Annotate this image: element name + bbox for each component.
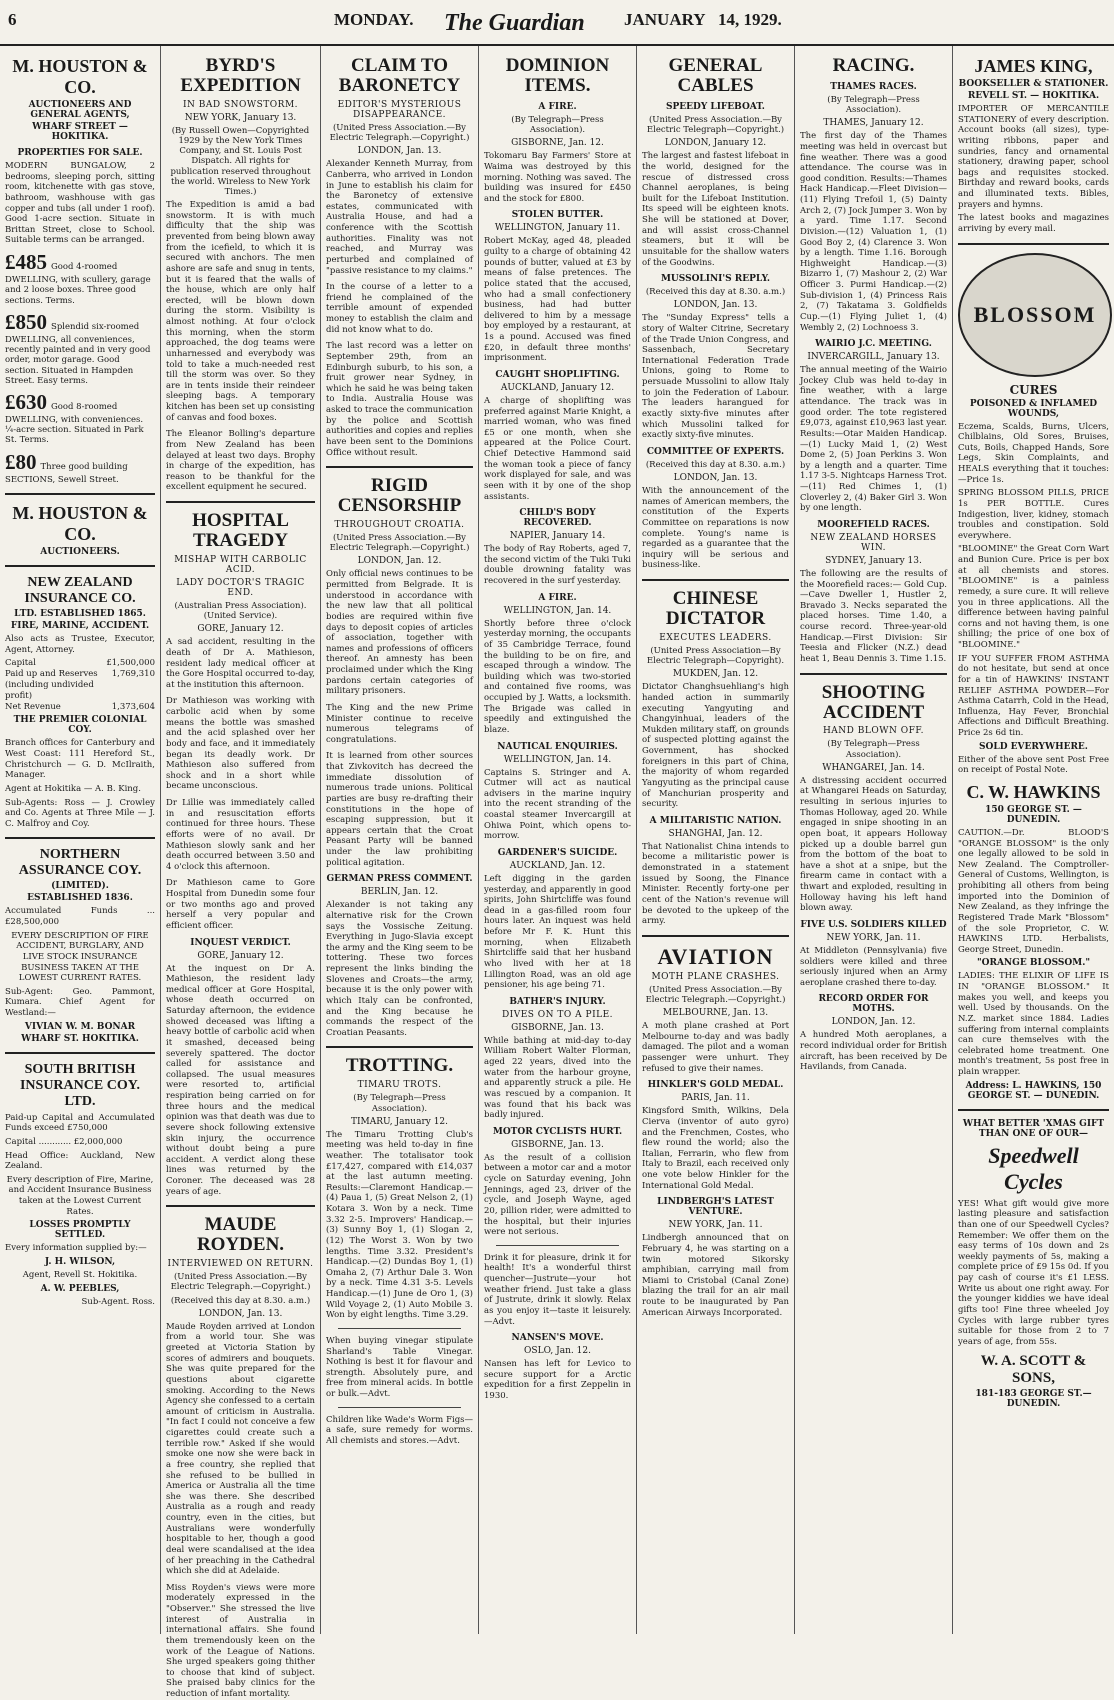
masthead-day: MONDAY.: [334, 10, 414, 29]
article-baronetcy-paragraph: The last record was a letter on September 29th, from an Edinburgh suburb, to his son, a fruit grower near Sydney, in which he said he was being taken to India. Australia House was asked to trace the communication by the police and Scottish authorities and copies and replies have been sent to the Dominions Office without result.: [326, 341, 473, 458]
label: Net Revenue: [5, 702, 61, 713]
divider: [5, 565, 155, 567]
value: 1,373,604: [111, 702, 155, 713]
king-address: REVELL ST. — HOKITIKA.: [967, 91, 1100, 101]
dateline-shooting: WHANGAREI, Jan. 14.: [822, 762, 925, 773]
article-maude-paragraph: Maude Royden arrived at London from a world tour. She was greeted at Victoria Station by scores of admirers and bouquets. She was quite prepared for the questions about cigarette smoking. According to the News Agency she confessed to a certain amount of criticism in Australia. "In fact I could not conceive a few cigarettes could create such a terrible row." Asked if she would smoke one now she were back in a free country, she replied that she refused to be bullied in America or Australia all the time she was there. She described Australia as a rough and ready country, even in the cities, but Australians were wonderfully hospitable to her, though a good deal were scandalised at the idea of her preaching in the Cathedral which she did at Adelaide.: [166, 1321, 315, 1577]
dateline-fire: GISBORNE, Jan. 12.: [511, 138, 604, 149]
credit-censorship: (United Press Association.—By Electric Telegraph.—Copyright.): [329, 533, 470, 554]
dateline-child-body: NAPIER, January 14.: [509, 531, 606, 542]
dateline-trotting: TIMARU, January 12.: [350, 1116, 449, 1127]
subhead-child-body: CHILD'S BODY RECOVERED.: [519, 508, 596, 529]
article-militaristic: That Nationalist China intends to become a militaristic power is demonstrated in a statement issued by Soong, the Finance Minister. Recently forty-one per cent of the Nation's revenue will be devoted to the upkeep of the army.: [642, 841, 789, 927]
northern-title: NORTHERN ASSURANCE COY.: [18, 847, 142, 879]
south-british-agent: J. H. WILSON,: [44, 1256, 116, 1267]
dateline-nz-horses: SYDNEY, January 13.: [825, 555, 922, 566]
nz-premier: THE PREMIER COLONIAL COY.: [13, 715, 147, 736]
advert-vinegar: When buying vinegar stipulate Sharland's Table Vinegar. Nothing is best it for flavour and strength. Absolutely pure, and free from mineral acids. In bottle or bulk.—Advt.: [326, 1335, 473, 1400]
credit-trotting: (By Telegraph—Press Association).: [353, 1093, 446, 1114]
article-censorship-paragraph: The King and the new Prime Minister continue to receive numerous telegrams of congratulations.: [326, 702, 473, 745]
divider: [642, 579, 789, 581]
article-german: Alexander is not taking any alternative risk for the Crown says the Vossische Zeitung. Everything in Jugo-Slavia except the army and the King seem to be tottering. These two forces represent the links binding the Slovenes and Croats—the army, because it is the only power with which Italy can be confronted, and the King because he commands the respect of the Croatian Peasants.: [326, 900, 473, 1038]
dateline-lifeboat: LONDON, January 12.: [664, 138, 767, 149]
value: 1,769,310: [111, 669, 155, 680]
nz-capital-row: [5, 658, 155, 669]
column-news-3: [321, 50, 478, 1630]
nz-insurance-trustee: Also acts as Trustee, Executor, Agent, Attorney.: [5, 634, 155, 655]
houston-subtitle-2: AUCTIONEERS.: [40, 547, 120, 557]
orange-blossom-heading: "ORANGE BLOSSOM.": [976, 958, 1091, 969]
column-news-5: [637, 50, 794, 1630]
subhead-experts: COMMITTEE OF EXPERTS.: [646, 446, 785, 457]
article-baronetcy-paragraph: In the course of a letter to a friend he complained of the terrible amount of expended money to establish the claim and did not know what to do.: [326, 282, 473, 335]
asthma-ad: IF YOU SUFFER FROM ASTHMA do not hesitate, but send at once for a tin of HAWKINS' INSTANT RELIEF ASTHMA POWDER—For Asthma Catarrh, Cold in the Head, Influenza, Hay Fever, Bronchial Affections and Difficult Breathing. Price 2s 6d tin.: [958, 653, 1109, 738]
property-listing: [5, 390, 155, 446]
subhead-hospital: MISHAP WITH CARBOLIC ACID.: [174, 554, 307, 575]
dateline-butter: WELLINGTON, January 11.: [494, 223, 621, 234]
divider: [800, 673, 947, 675]
property-listing: [5, 310, 155, 386]
divider: [326, 1046, 473, 1048]
article-inquest: At the inquest on Dr A. Mathieson, the resident lady medical officer at Gore Hospital, whose death occurred on Saturday afternoon, the evidence showed deceased was lifting a heavy bottle of carbolic acid when it smashed, deceased being severely spattered. The doctor called for assistance and collapsed. The usual measures were resorted to, artificial respiration being carried on for three hours and the medical opinion was that death was due to severe shock following extensive skin injury, the occurrence without doubt being a pure accident. A verdict along these lines was returned by the Coroner. The deceased was 28 years of age.: [166, 963, 315, 1197]
subhead-militaristic: A MILITARISTIC NATION.: [649, 815, 782, 826]
south-british-info: Every information supplied by:—: [5, 1243, 147, 1254]
nz-branch: Branch offices for Canterbury and West Coast: 111 Hereford St., Christchurch — G. D. McIlraith, Manager.: [5, 738, 155, 781]
divider: [958, 243, 1109, 245]
northern-description: EVERY DESCRIPTION OF FIRE ACCIDENT, BURGLARY, AND LIVE STOCK INSURANCE BUSINESS TAKEN AT THE LOWEST CURRENT RATES.: [11, 930, 149, 984]
south-british-paidup: Paid-up Capital and Accumulated Funds exceed £750,000: [5, 1112, 155, 1134]
masthead-date: 14, 1929.: [718, 10, 782, 29]
headline-aviation: AVIATION: [657, 943, 774, 969]
headline-dominion: DOMINION ITEMS.: [505, 55, 610, 96]
divider: [496, 1245, 619, 1246]
credit-thames: (By Telegraph—Press Association).: [827, 94, 920, 116]
article-censorship-paragraph: Only official news continues to be permitted from Belgrade. It is understood in accordance with the new law that all political bodies are required within five days to deposit copies of articles of association, together with names and professions of officers thereof. An amnesty has been proclaimed under which the King pardons certain categories of military prisoners.: [326, 569, 473, 697]
dateline-maude: LONDON, Jan. 13.: [198, 1308, 283, 1319]
article-byrd-paragraph: The Eleanor Bolling's departure from New Zealand has been delayed at least two days. Brophy in charge of the expedition, has reason to be thankful for the excellent equipment he secured.: [166, 429, 315, 493]
divider: [5, 493, 155, 495]
column-news-4: [479, 50, 636, 1630]
subhead-hinkler: HINKLER'S GOLD MEDAL.: [647, 1080, 784, 1091]
article-mussolini: The "Sunday Express" tells a story of Walter Citrine, Secretary of the Trade Union Congress, and Sassenbach, Secretary International Federation Trade Unions, going to Rome to persuade Mussolini to allow Italy to join the Federation of Labour. The leaders harangued for exactly sixty-five minutes after which Mussolini talked for exactly sixty-five minutes.: [642, 313, 789, 441]
divider: [5, 837, 155, 839]
received-maude: (Received this day at 8.30. a.m.): [170, 1295, 311, 1306]
blossom-list: Eczema, Scalds, Burns, Ulcers, Chilblains, Old Sores, Bruises, Cuts, Boils, Chapped Hands, Sore Legs, Skin Complaints, and HEALS everything that it touches:—Price 1s.: [958, 421, 1109, 485]
article-shooting: A distressing accident occurred at Whangarei Heads on Saturday, resulting in serious injuries to Thomas Holloway, aged 20. While engaged in snipe shooting in an open boat, it appears Holloway picked up a double barrel gun from the bottom of the boat to have a shot at a snipe, but the firearm came in contact with a thwart and exploded, resulting in Holloway having his left hand blown away.: [800, 775, 947, 914]
dateline-motor: GISBORNE, Jan. 13.: [511, 1139, 604, 1150]
south-british-description: Every description of Fire, Marine, and Accident Insurance Business taken at the Lowest Current Rates.: [6, 1174, 154, 1217]
subhead-lifeboat: SPEEDY LIFEBOAT.: [666, 101, 765, 112]
divider: [5, 1052, 155, 1054]
nz-paidup-row: [5, 669, 155, 702]
dateline-censorship: LONDON, Jan. 12.: [357, 556, 442, 567]
subhead-wairio: WAIRIO J.C. MEETING.: [815, 339, 932, 350]
subhead-mussolini: MUSSOLINI'S REPLY.: [660, 274, 771, 285]
dateline-chinese: MUKDEN, Jan. 12.: [672, 669, 759, 680]
blossom-wounds: POISONED & INFLAMED WOUNDS,: [969, 398, 1098, 419]
headline-byrd: BYRD'S EXPEDITION: [180, 55, 301, 96]
nz-agent: Agent at Hokitika — A. B. King.: [5, 783, 141, 794]
subhead-shoplifting: CAUGHT SHOPLIFTING.: [495, 369, 620, 380]
article-hinkler: Kingsford Smith, Wilkins, Dela Cierva (inventor of auto gyro) and the Frenchmen, Costes, who flew round the world; also the Italian, Ferrarin, who flew from Italy to Brazil, each received only one vote below Hinkler for the International Gold Medal.: [642, 1106, 789, 1191]
headline-maude: MAUDE ROYDEN.: [196, 1214, 285, 1256]
subhead-trotting: TIMARU TROTS.: [357, 1080, 442, 1091]
subhead-censorship: THROUGHOUT CROATIA.: [334, 520, 465, 530]
subhead-german: GERMAN PRESS COMMENT.: [326, 874, 473, 885]
subhead-soldiers: FIVE U.S. SOLDIERS KILLED: [800, 919, 947, 930]
northern-subagent: Sub-Agent: Geo. Pammont, Kumara. Chief Agent for Westland:—: [5, 986, 155, 1019]
received-mussolini: (Received this day at 8.30. a.m.): [645, 287, 786, 298]
nz-insurance-established: LTD. ESTABLISHED 1865.: [14, 609, 146, 619]
houston-title-2: M. HOUSTON & CO.: [12, 503, 148, 544]
divider: [166, 1205, 315, 1207]
subhead-chinese: EXECUTES LEADERS.: [659, 632, 772, 643]
divider: [642, 935, 789, 937]
subhead-moths-order: RECORD ORDER FOR MOTHS.: [818, 994, 929, 1015]
property-price: £485: [5, 250, 47, 274]
credit-baronetcy: (United Press Association.—By Electric Telegraph.—Copyright.): [329, 122, 470, 144]
article-nansen: Nansen has left for Levico to secure support for a Arctic expedition for a first Zeppelin in 1930.: [484, 1359, 631, 1401]
property-listing: [5, 450, 155, 485]
northern-limited: (LIMITED).: [51, 881, 109, 892]
dateline-wairio: INVERCARGILL, January 13.: [807, 352, 940, 363]
dateline-german: BERLIN, Jan. 12.: [360, 887, 439, 898]
article-hospital-paragraph: Dr Lillie was immediately called in and resuscitation efforts continued for three hours. These efforts were of no avail. Dr Mathieson slowly sank and her death occurred between 3.50 and 4 o'clock this afternoon.: [166, 798, 315, 872]
dateline-hinkler: PARIS, Jan. 11.: [681, 1093, 750, 1104]
property-price: £850: [5, 309, 47, 334]
credit-aviation: (United Press Association.—By Electric Telegraph.—Copyright.): [645, 984, 786, 1006]
article-byrd-paragraph: The Expedition is amid a bad snowstorm. It is with much difficulty that the ship was prevented from being blown away from the icefield, to which it is secured with anchors. The men ashore are safe and snug in tents, but it is feared that the walls of the house, which are only half erected, will be blown down during the storm. Visibility is almost nothing. At four o'clock this morning, when the storm approached, the dog teams were unharnessed and everybody was told to take a much-needed rest till the storm was over. So they are in tents inside their reindeer sleeping bags. A temporary kitchen has been set up consisting of canvas and food boxes.: [166, 200, 315, 423]
subhead-shooting: HAND BLOWN OFF.: [822, 726, 925, 737]
south-british-losses: LOSSES PROMPTLY SETTLED.: [29, 1220, 131, 1241]
ladies-address: Address: L. HAWKINS, 150 GEORGE ST. — DUNEDIN.: [965, 1080, 1102, 1101]
blossom-pills: SPRING BLOSSOM PILLS, PRICE 1s PER BOTTLE. Cures Indigestion, liver, kidney, stomach troubles and constipation. Sold everywhere.: [958, 488, 1109, 541]
divider: [958, 1109, 1109, 1111]
dateline-bather: GISBORNE, Jan. 13.: [511, 1022, 604, 1033]
subhead-byrd: IN BAD SNOWSTORM.: [182, 99, 299, 110]
houston-title: M. HOUSTON & CO.: [12, 56, 148, 97]
northern-agent: VIVIAN W. M. BONAR: [24, 1021, 136, 1032]
south-british-capital: Capital ............ £2,000,000: [5, 1136, 123, 1147]
south-british-agent-address: Agent, Revell St. Hokitika.: [22, 1269, 138, 1280]
article-censorship-paragraph: It is learned from other sources that Zivkovitch has decreed the immediate dissolution of numerous trade unions. Political parties are busy re-drafting their constitutions in the hope of escaping suppression, but it appears certain that the Croat Peasant Party will be banned under the law prohibiting political agitation.: [326, 751, 473, 868]
ladies-ad: LADIES: THE ELIXIR OF LIFE IS IN "ORANGE BLOSSOM." It makes you well, and keeps you well. Used by thousands. On the N.Z. market since 1884. Ladies suffering from internal complaints can cure themselves with the celebrated home treatment. One month's treatment, 5s post free in plain wrapper.: [958, 971, 1109, 1077]
article-hospital-paragraph: Dr Mathieson was working with carbolic acid when by some means the bottle was smashed and the acid splashed over her body and face, and it immediately began its deadly work. Dr Mathieson also suffered from shock and in a short while became unconscious.: [166, 696, 315, 792]
article-fire-2: Shortly before three o'clock yesterday morning, the occupants of 35 Cambridge Terrace, found the building to be on fire, and escaped through a window. The building which was two-storied and contained five rooms, was occupied by J. Watts, a locksmith. The Brigade was called in speedily and extinguished the blaze.: [484, 618, 631, 735]
article-wairio: The annual meeting of the Wairio Jockey Club was held to-day in fine weather, with a large attendance. The track was in good order. The tote registered £9,073, against £10,963 last year. Results:—Otar Maiden Handicap.—(1) Lucky Maid 1, (2) West Dome 2, (5) Joan Perkins 3. Won by a length and a quarter. Time 1.17 3-5. Nightcaps Harness Trot.—(11) Red Chimes 1, (1) Cloverley 2, (4) Baker Girl 3. Won by one length.: [800, 365, 947, 514]
divider: [338, 1407, 461, 1408]
credit-maude: (United Press Association.—By Electric Telegraph.—Copyright.): [170, 1272, 311, 1293]
subhead-motor: MOTOR CYCLISTS HURT.: [492, 1126, 623, 1137]
south-british-title: SOUTH BRITISH INSURANCE COY. LTD.: [19, 1061, 141, 1109]
column-advertisements-1: [0, 50, 160, 1630]
spring-blossom-logo: [958, 253, 1112, 377]
masthead: [0, 0, 1114, 46]
dateline-experts: LONDON, Jan. 13.: [673, 473, 758, 483]
post-free-note: Either of the above sent Post Free on receipt of Postal Note.: [958, 754, 1109, 776]
headline-chinese-dictator: CHINESE DICTATOR: [665, 588, 766, 629]
article-hospital-paragraph: A sad accident, resulting in the death of Dr A. Mathieson, resident lady medical officer at the Gore Hospital occurred to-day, at the institution this afternoon.: [166, 637, 315, 690]
bloomine-ad: "BLOOMINE" the Great Corn Wart and Bunion Cure. Price is per box at all chemists and stores. "BLOOMINE" is a painless remedy, a sure cure. It will relieve you in three applications. All the difference between having painful corns and not having them, is one shilling; the price of one box of "BLOOMINE.": [958, 544, 1109, 650]
dateline-hospital: GORE, January 12.: [197, 624, 284, 635]
credit-shooting: (By Telegraph—Press Association).: [827, 739, 920, 760]
article-shoplifting: A charge of shoplifting was preferred against Marie Knight, a married woman, who was fined £5 or one month, when she appeared at the Police Court. Chief Detective Hammond said the woman took a piece of fancy work displayed for sale, and was seen with it by one of the shop assistants.: [484, 395, 631, 502]
property-description: Three good building SECTIONS, Sewell Street.: [5, 461, 128, 485]
subhead-nz-horses: NEW ZEALAND HORSES WIN.: [810, 532, 937, 553]
advert-justrute: Drink it for pleasure, drink it for health! It's a wonderful thirst quencher—Justrute—your hot weather friend. Just take a glass of Justrute, drink it slowly. Relax as you enjoy it—taste it leisurely.—Advt.: [484, 1252, 631, 1327]
subhead-inquest: INQUEST VERDICT.: [190, 937, 291, 948]
divider: [338, 1328, 461, 1329]
king-latest: The latest books and magazines arriving by every mail.: [958, 213, 1109, 234]
property-description: Good 8-roomed DWELLING, with conveniences. ¼-acre section. Situated in Park St. Terms.: [5, 401, 144, 446]
article-lifeboat: The largest and fastest lifeboat in the world, designed for the rescue of distressed cross Channel aeroplanes, is being built for the Lifeboat Institution. Its speed will be eighteen knots. She will be stationed at Dover, and will assist cross-Channel steamers, but it will be unsuitable for the shallow waters of the Goodwins.: [642, 151, 789, 268]
dateline-shoplifting: AUCKLAND, January 12.: [500, 382, 615, 393]
dateline-gardener: AUCKLAND, Jan. 12.: [509, 860, 606, 871]
headline-shooting: SHOOTING ACCIDENT: [821, 681, 926, 723]
logo-text: BLOSSOM: [973, 301, 1097, 327]
subhead-nautical: NAUTICAL ENQUIRIES.: [497, 741, 618, 752]
northern-address: WHARF ST. HOKITIKA.: [21, 1033, 139, 1044]
south-british-office: Head Office: Auckland, New Zealand.: [5, 1150, 155, 1172]
property-description: Good 4-roomed DWELLING, with scullery, garage and 2 loose boxes. Three good sections. Terms.: [5, 262, 151, 306]
credit-lifeboat: (United Press Association.—By Electric Telegraph—Copyright.): [646, 114, 785, 136]
credit-byrd: (By Russell Owen—Copyrighted 1929 by the New York Times Company, and St. Louis Post Dispatch. All rights for publication reserved throughout the world. Wireless to New York Times.): [170, 125, 311, 197]
article-maude-paragraph: Miss Royden's views were more moderately expressed in the "Observer." She stressed the live interest of Australia in international affairs. She found them tremendously keen on the work of the League of Nations. She urged speakers going thither to choose that kind of subject. She praised baby clinics for the reduction of infant mortality.: [166, 1582, 315, 1699]
property-listing: MODERN BUNGALOW, 2 bedrooms, sleeping porch, sitting room, kitchenette with gas stove, bathroom, washhouse with gas copper and tubs (all under 1 roof). Good 1-acre section. Situate in Brittan Street, close to School. Suitable terms can be arranged.: [5, 161, 155, 246]
credit-chinese: (United Press Association—By Electric Telegraph—Copyright).: [646, 645, 785, 667]
dateline-inquest: GORE, January 12.: [197, 950, 284, 961]
headline-trotting: TROTTING.: [345, 1055, 454, 1077]
article-experts: With the announcement of the names of American members, the constitution of the Experts Committee on reparations is now complete. Young's name is regarded as a guarantee that the inquiry will be serious and business-like.: [642, 486, 789, 571]
property-listing: [5, 250, 155, 306]
dateline-mussolini: LONDON, Jan. 13.: [673, 300, 758, 311]
headline-baronetcy: CLAIM TO BARONETCY: [338, 55, 461, 96]
divider: [326, 466, 473, 468]
dateline-aviation: MELBOURNE, Jan. 13.: [662, 1008, 769, 1019]
subhead-hospital: LADY DOCTOR'S TRAGIC END.: [176, 577, 305, 598]
article-trotting: The Timaru Trotting Club's meeting was held to-day in fine weather. The totalisator took £17,427, compared with £14,037 at the last autumn meeting. Results:—Claremont Handicap.—(4) Paua 1, (5) Great Nelson 2, (1) Kotara 3. Won by a neck. Time 3.32 2-5. Improvers' Handicap.—(3) Sunny Boy 1, (1) Slogan 2, (12) The Worst 3. Won by two lengths. Time 3.32. President's Handicap.—(2) Dundas Boy 1, (1) Omaha 2, (7) Arthur Dale 3. Won by a neck. Time 4.31 3-5. Levels Handicap.—(1) June de Oro 1, (3) Wild Voyage 2, (1) Auto Mobile 3. Won by eight lengths. Time 3.29.: [326, 1129, 473, 1321]
subhead-baronetcy: EDITOR'S MYSTERIOUS DISAPPEARANCE.: [337, 99, 462, 120]
article-nz-horses: The following are the results of the Moorefield races:— Gold Cup.—Cave Dweller 1, Hustler 2, Bravado 3. Necks separated the placed horses. Time 1.40, a course record. Three-year-old Handicap.—First Division: Sir Teesia and Flicker (N.Z.) dead heat 1, Beau Dennis 3. Time 1.15.: [800, 568, 947, 664]
property-price: £630: [5, 389, 47, 414]
hawkins-title: C. W. HAWKINS: [966, 781, 1101, 802]
subhead-moth-crash: MOTH PLANE CRASHES.: [651, 971, 780, 982]
xmas-gift-heading: WHAT BETTER 'XMAS GIFT THAN ONE OF OUR—: [962, 1118, 1105, 1139]
article-lindbergh: Lindbergh announced that on February 4, he was starting on a twin motored Sikorsky amphibian, carrying mail from Miami to Cristobal (Canal Zone) blazing the trail for an air mail route to be inaugurated by Pan American Airways Incorporated.: [642, 1233, 789, 1318]
divider: [166, 501, 315, 503]
dateline-soldiers: NEW YORK, Jan. 11.: [826, 932, 921, 943]
scott-title: W. A. SCOTT & SONS,: [980, 1353, 1087, 1387]
subhead-nansen: NANSEN'S MOVE.: [511, 1333, 604, 1344]
page-number: 6: [8, 10, 17, 29]
subhead-gardener: GARDENER'S SUICIDE.: [497, 847, 618, 858]
credit-fire: (By Telegraph—Press Association).: [511, 114, 604, 136]
subhead-butter: STOLEN BUTTER.: [511, 210, 604, 221]
article-nautical: Captains S. Stringer and A. Cutmer will act as nautical advisers in the marine inquiry into the recent stranding of the coastal steamer Invercargill at Ohiwa Point, which opens to-morrow.: [484, 767, 631, 842]
advert-worm-figs: Children like Wade's Worm Figs—a safe, sure remedy for worms. All chemists and stores.—Advt.: [326, 1414, 473, 1446]
columns: [0, 46, 1114, 1699]
label: Capital: [5, 658, 36, 669]
subhead-fire: A FIRE.: [538, 101, 577, 112]
subhead-bather-2: DIVES ON TO A PILE.: [501, 1009, 614, 1020]
dateline-nautical: WELLINGTON, Jan. 14.: [503, 754, 612, 765]
subhead-bather: BATHER'S INJURY.: [509, 996, 606, 1007]
houston-subtitle: AUCTIONEERS AND GENERAL AGENTS,: [28, 100, 132, 120]
dateline-militaristic: SHANGHAI, Jan. 12.: [668, 828, 763, 839]
nz-insurance-types: FIRE, MARINE, ACCIDENT.: [10, 621, 150, 631]
subhead-fire-2: A FIRE.: [538, 592, 577, 603]
subhead-maude: INTERVIEWED ON RETURN.: [167, 1259, 314, 1270]
article-butter: Robert McKay, aged 48, pleaded guilty to a charge of obtaining 42 pounds of butter, valued at £3 by means of false pretences. The police stated that the accused, who had a small confectionery business, had had butter delivered to him by a message boy employed by a restaurant, at 1s a pound. Accused was fined £20, in default three months' imprisonment.: [484, 236, 631, 364]
northern-established: ESTABLISHED 1836.: [27, 893, 133, 904]
masthead-month: JANUARY: [624, 10, 706, 29]
dateline-thames: THAMES, January 12.: [823, 118, 924, 129]
subhead-moorefield: MOOREFIELD RACES.: [817, 519, 930, 530]
credit-hospital: (Australian Press Association). (United Service).: [174, 600, 307, 622]
article-motor: As the result of a collision between a motor car and a motor cycle on Saturday evening, John Jennings, aged 23, driver of the cycle, and Joseph Wayne, aged 20, pillion rider, were admitted to the hospital, but their injuries were not serious.: [484, 1152, 631, 1238]
houston-address: WHARF STREET — HOKITIKA.: [32, 122, 128, 142]
article-thames: The first day of the Thames meeting was held in overcast but fine weather. There was a good attendance. The course was in good condition. Results:—Thames Hack Handicap.—Fleet Division—(11) Flying Trefoil 1, (5) Dainty Arch 2, (7) Jock Jumper 3. Won by a yard. Time 1.17. Second Division.—(12) Valuation 1, (1) Good Boy 2, (4) Clarence 3. Won by a length. Time 1.16. Borough Highweight Handicap.—(3) Bizarro 1, (7) Mashour 2, (2) War Officer 3. Purmi Handicap.—(2) Sub-division 1, (4) Princess Rais 2, (7) Takatama 3. Goldfields Cup.—(1) Flying Juliet 1, (4) Wembly 2, (2) Lochnoess 3.: [800, 131, 947, 333]
king-title: JAMES KING,: [974, 56, 1093, 76]
property-description: Splendid six-roomed DWELLING, all conveniences, recently painted and in very good order, motor garage. Good section. Situated in Hampden Street. Easy terms.: [5, 321, 151, 386]
column-advertisements-7: [953, 50, 1114, 1630]
south-british-subagent: A. W. PEEBLES,: [40, 1283, 120, 1294]
article-child-body: The body of Ray Roberts, aged 7, the second victim of the Tuki Tuki double drowning fatality was recovered in the surf yesterday.: [484, 544, 632, 586]
article-chinese: Dictator Changhsuehliang's high handed action in summarily executing Yangyuting and Changyinhuai, leaders of the Mukden military staff, on grounds of suspected plotting against the Government, has shocked foreigners in this part of China, the majority of whom regarded Yangyuting as the principal cause of Manchurian prosperity and security.: [642, 682, 789, 810]
article-soldiers: At Middleton (Pennsylvania) five soldiers were killed and three seriously injured when an Army aeroplane crashed there to-day.: [800, 945, 947, 988]
column-news-6: [795, 50, 952, 1630]
subhead-lindbergh: LINDBERGH'S LATEST VENTURE.: [657, 1197, 774, 1218]
speedwell-cycles-title: Speedwell Cycles: [988, 1142, 1079, 1194]
subhead-thames: THAMES RACES.: [830, 81, 917, 92]
headline-hospital: HOSPITAL TRAGEDY: [192, 510, 289, 551]
dateline-fire-2: WELLINGTON, Jan. 14.: [503, 605, 612, 616]
headline-general-cables: GENERAL CABLES: [668, 55, 763, 96]
blossom-cures: CURES: [1009, 382, 1058, 397]
northern-funds: Accumulated Funds ... £28,500,000: [5, 906, 155, 928]
king-description: IMPORTER OF MERCANTILE STATIONERY of every description. Account books (all sizes), type-writing ribbons, paper and sundries, fancy and ornamental stationery, drawing paper, school bags and requisites stocked. Birthday and reward books, cards and illuminated texts. Bibles, prayers and hymns.: [958, 104, 1109, 210]
sold-everywhere: SOLD EVERYWHERE.: [979, 741, 1088, 752]
article-aviation: A moth plane crashed at Port Melbourne to-day and was badly damaged. The pilot and a woman passenger were unhurt. They refused to give their names.: [642, 1021, 789, 1074]
dateline-byrd: NEW YORK, January 13.: [184, 112, 297, 123]
article-baronetcy-paragraph: Alexander Kenneth Murray, from Canberra, who arrived in London in June to establish his claim for the Baronetcy of extensive estates, communicated with Australia House, and had a conference with the Scottish authorities. Finality was not reached, and Murray was perturbed and complained of "passive resistance to my claims.": [326, 159, 473, 276]
scott-address: 181-183 GEORGE ST.—DUNEDIN.: [975, 1389, 1092, 1410]
dateline-baronetcy: LONDON, Jan. 13.: [357, 146, 442, 157]
article-bather: While bathing at mid-day to-day William Robert Walter Florman, aged 22 years, dived into the water from the harbour groyne, and apparently struck a pile. He was rescued by a companion. It was found that his back was badly injured.: [484, 1035, 631, 1121]
article-hospital-paragraph: Dr Mathieson came to Gore Hospital from Dunedin some four or two months ago and proved herself a very popular and efficient officer.: [166, 878, 315, 931]
king-subtitle: BOOKSELLER & STATIONER.: [958, 79, 1109, 89]
column-news-2: [161, 50, 320, 1699]
headline-racing: RACING.: [832, 55, 915, 76]
article-gardener: Left digging in the garden yesterday, and apparently in good spirits, John Shirtcliffe was found dead in a gas-filled room four hours later. An inquest was held before Mr F. K. Hunt this morning, when Elizabeth Shirtcliffe said that her husband who lived with her at 18 Lillington Road, was an old age pensioner, his age being 71.: [484, 873, 631, 991]
hawkins-address: 150 GEORGE ST. — DUNEDIN.: [985, 804, 1082, 825]
dateline-nansen: OSLO, Jan. 12.: [524, 1346, 591, 1357]
nz-subagent: Sub-Agents: Ross — J. Crowley and Co. Agents at Three Mile — J. C. Malfroy and Coy.: [5, 797, 155, 829]
properties-heading: PROPERTIES FOR SALE.: [17, 148, 143, 158]
newspaper-title: The Guardian: [444, 10, 585, 36]
received-experts: (Received this day at 8.30. a.m.): [645, 459, 786, 470]
dateline-moths-order: LONDON, Jan. 12.: [831, 1017, 916, 1028]
property-price: £80: [5, 449, 37, 474]
caution-notice: CAUTION.—Dr. BLOOD'S "ORANGE BLOSSOM" is the only one legally allowed to be sold in New Zealand. The Comptroller-General of Customs, Wellington, is prohibiting all others from being imported into the Dominion of New Zealand, as they infringe the Registered Trade Mark "Blossom" of the sole Proprietor, C. W. HAWKINS LTD. Herbalists, George Street, Dunedin.: [958, 827, 1109, 955]
value: £1,500,000: [106, 658, 155, 669]
label: Paid up and Reserves (including undivided profit): [5, 669, 98, 702]
cycles-description: YES! What gift would give more lasting pleasure and satisfaction than one of our Speedwell Cycles? Remember: We offer them on the easy terms of 10s down and 2s weekly payments of 5s, making a complete price of £9 15s 0d. If you pay cash of course it's £1 LESS. Write us about one right away. For the younger kiddies we have ideal gifts too! Fine three wheeled Joy Cycles with large rubber tyres suitable for those from 2 to 7 years of age, from 55s.: [958, 1198, 1109, 1347]
dateline-lindbergh: NEW YORK, Jan. 11.: [668, 1220, 763, 1231]
article-moths-order: A hundred Moth aeroplanes, a record individual order for British aircraft, has been received by De Havilands, from Canada.: [800, 1030, 947, 1073]
south-british-subagent-address: Sub-Agent. Ross.: [81, 1296, 155, 1307]
headline-censorship: RIGID CENSORSHIP: [337, 475, 462, 517]
nz-revenue-row: [5, 702, 155, 713]
article-fire: Tokomaru Bay Farmers' Store at Waima was destroyed by this morning. Nothing was saved. The building was insured for £450 and the stock for £800.: [484, 151, 631, 204]
nz-insurance-title: NEW ZEALAND INSURANCE CO.: [24, 575, 136, 606]
